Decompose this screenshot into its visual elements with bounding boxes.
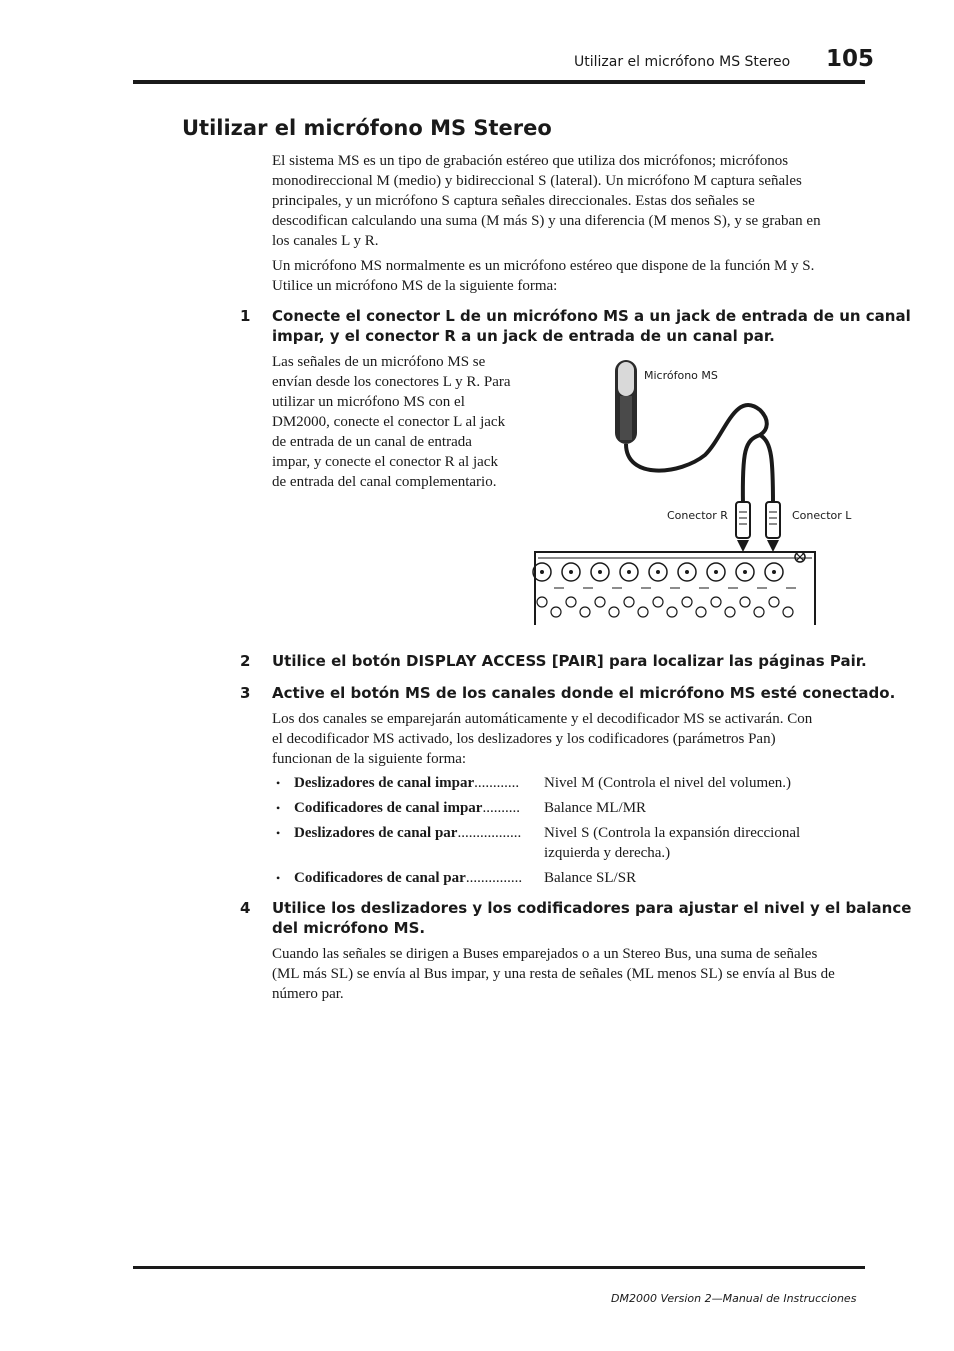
- step-1-heading: [272, 306, 911, 346]
- step-number-3: 3: [240, 684, 251, 702]
- connector-r-label: Conector R: [667, 509, 728, 522]
- bullet-marker: •: [276, 801, 281, 815]
- step-3-body: [272, 709, 812, 769]
- text-line: Utilice un micrófono MS de la siguiente forma:: [272, 278, 558, 294]
- bullet-marker: •: [276, 826, 281, 840]
- text-line: Nivel S (Controla la expansión direccional: [544, 825, 801, 841]
- text-line: del micrófono MS.: [272, 919, 426, 937]
- connector-l-label: Conector L: [792, 509, 852, 522]
- connector-l-icon: [766, 502, 780, 552]
- text-line: los canales L y R.: [272, 233, 379, 249]
- text-line: (ML más SL) se envía al Bus impar, y una resta de señales (ML menos SL) se envía al Bus de: [272, 966, 835, 982]
- text-line: El sistema MS es un tipo de grabación estéreo que utiliza dos micrófonos; micrófonos: [272, 153, 789, 169]
- leader-dots: ............: [474, 775, 520, 791]
- leader-dots: ..........: [482, 800, 520, 816]
- text-line: descodifican calculando una suma (M más S) y una diferencia (M menos S), y se graban en: [272, 213, 821, 229]
- step-3-heading: [272, 683, 895, 703]
- text-line: número par.: [272, 986, 344, 1002]
- step-number-1: 1: [240, 307, 251, 325]
- text-line: Cuando las señales se dirigen a Buses emparejados o a un Stereo Bus, una suma de señales: [272, 946, 818, 962]
- section-title: Utilizar el micrófono MS Stereo: [182, 116, 552, 140]
- text-line: el decodificador MS activado, los deslizadores y los codificadores (parámetros Pan): [272, 731, 776, 747]
- bullet-desc: [544, 868, 636, 888]
- intro-paragraph-1: [272, 151, 821, 251]
- bullet-term-row: [294, 773, 519, 793]
- text-line: Utilice el botón DISPLAY ACCESS [PAIR] para localizar las páginas Pair.: [272, 652, 867, 670]
- text-line: de entrada del canal complementario.: [272, 474, 497, 490]
- footer-text: DM2000 Version 2—Manual de Instrucciones: [611, 1292, 857, 1305]
- bullet-term: Codificadores de canal par: [294, 870, 466, 886]
- ms-microphone-icon: [615, 360, 637, 444]
- intro-paragraph-2: [272, 256, 814, 296]
- step-number-2: 2: [240, 652, 251, 670]
- step-4-heading: [272, 898, 911, 938]
- text-line: Balance SL/SR: [544, 870, 637, 886]
- text-line: Los dos canales se emparejarán automáticamente y el decodificador MS se activarán. Con: [272, 711, 813, 727]
- bullet-item: [276, 823, 280, 843]
- bullet-item: [276, 798, 280, 818]
- text-line: Utilice los deslizadores y los codificadores para ajustar el nivel y el balance: [272, 899, 912, 917]
- text-line: impar, y conecte el conector R al jack: [272, 454, 498, 470]
- text-line: DM2000, conecte el conector L al jack: [272, 414, 506, 430]
- text-line: monodireccional M (medio) y bidireccional S (lateral). Un micrófono M captura señales: [272, 173, 802, 189]
- step-2-heading: [272, 651, 867, 671]
- text-line: Active el botón MS de los canales donde el micrófono MS esté conectado.: [272, 684, 896, 702]
- text-line: Nivel M (Controla el nivel del volumen.): [544, 775, 792, 791]
- bullet-item: [276, 868, 280, 888]
- bullet-term-row: [294, 798, 520, 818]
- step-number-4: 4: [240, 899, 251, 917]
- text-line: Un micrófono MS normalmente es un micrófono estéreo que dispone de la función M y S.: [272, 258, 815, 274]
- header-rule: [133, 80, 865, 84]
- running-header-title: Utilizar el micrófono MS Stereo: [574, 54, 791, 70]
- text-line: Conecte el conector L de un micrófono MS a un jack de entrada de un canal: [272, 307, 911, 325]
- page-number: 105: [826, 46, 875, 72]
- bullet-term: Deslizadores de canal par: [294, 825, 458, 841]
- text-line: impar, y el conector R a un jack de entrada de un canal par.: [272, 327, 775, 345]
- bullet-term: Codificadores de canal impar: [294, 800, 483, 816]
- text-line: utilizar un micrófono MS con el: [272, 394, 465, 410]
- ms-mic-connection-diagram: [530, 350, 820, 630]
- bullet-desc: [544, 823, 800, 863]
- step-1-body: [272, 352, 511, 492]
- bullet-desc: [544, 798, 646, 818]
- footer-rule: [133, 1266, 865, 1269]
- connector-r-icon: [736, 502, 750, 552]
- bullet-marker: •: [276, 871, 281, 885]
- text-line: envían desde los conectores L y R. Para: [272, 374, 511, 390]
- bullet-marker: •: [276, 776, 281, 790]
- text-line: de entrada de un canal de entrada: [272, 434, 472, 450]
- text-line: Las señales de un micrófono MS se: [272, 354, 486, 370]
- text-line: funcionan de la siguiente forma:: [272, 751, 467, 767]
- mixer-input-panel-icon: [533, 552, 815, 625]
- leader-dots: .................: [457, 825, 522, 841]
- mic-label: Micrófono MS: [644, 369, 718, 382]
- text-line: Balance ML/MR: [544, 800, 647, 816]
- text-line: principales, y un micrófono S captura señales direccionales. Estas dos señales se: [272, 193, 755, 209]
- bullet-term: Deslizadores de canal impar: [294, 775, 475, 791]
- bullet-item: [276, 773, 280, 793]
- text-line: izquierda y derecha.): [544, 845, 671, 861]
- step-4-body: [272, 944, 835, 1004]
- bullet-desc: [544, 773, 791, 793]
- bullet-term-row: [294, 868, 522, 888]
- leader-dots: ...............: [465, 870, 523, 886]
- bullet-term-row: [294, 823, 521, 843]
